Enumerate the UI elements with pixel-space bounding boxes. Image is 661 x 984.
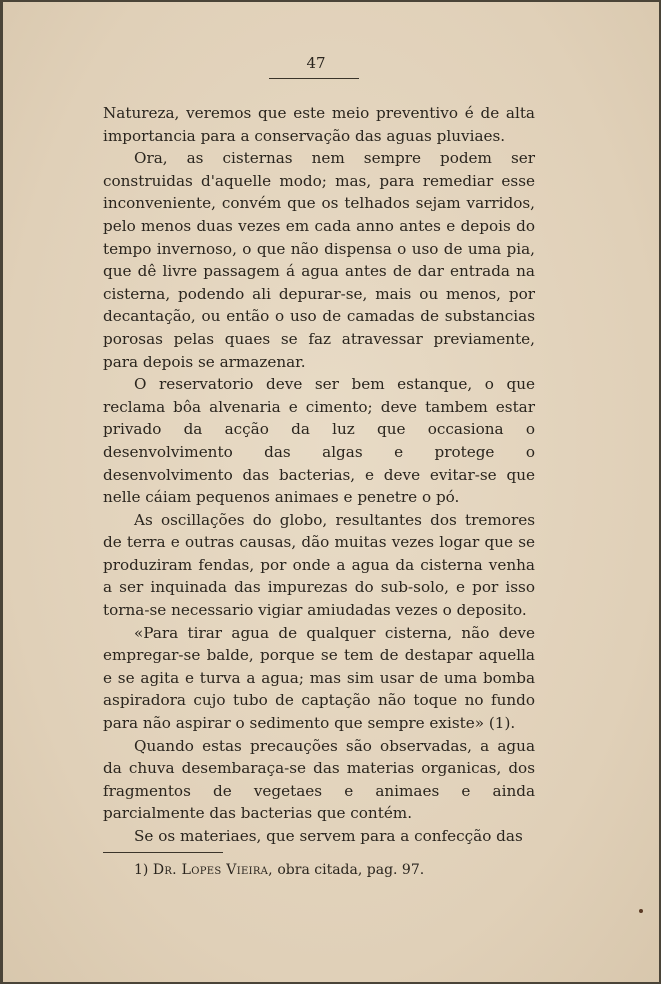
footnote <box>134 862 424 878</box>
paragraph: Ora, as cisternas nem sempre podem ser construidas d'aquelle modo; mas, para remediar esse inconveniente, convém que os telhados sejam varridos, pelo menos duas vezes em cada anno antes e depois do tempo invernoso, o que não dispensa o uso de uma pia, que dê livre passagem á agua antes de dar entrada na cisterna, podendo ali depurar-se, mais ou menos, por decantação, ou então o uso de camadas de substancias porosas pelas quaes se faz atravessar previamente, para depois se armazenar. <box>103 149 535 371</box>
body-text <box>103 102 535 848</box>
footnote-marker: 1) <box>134 862 149 878</box>
book-page <box>3 2 659 982</box>
page-number: 47 <box>306 54 326 72</box>
paragraph: As oscillações do globo, resultantes dos tremores de terra e outras causas, dão muitas vezes logar que se produziram fendas, por onde a agua da cisterna venha a ser inquinada das impurezas do sub-solo, e por isso torna-se necessario vigiar amiudadas vezes o deposito. <box>103 510 535 620</box>
footnote-rule <box>103 852 223 853</box>
footnote-citation: obra citada, pag. 97. <box>277 862 425 878</box>
paragraph: O reservatorio deve ser bem estanque, o que reclama bôa alvenaria e cimento; deve tambem estar privado da acção da luz que occasiona o desenvolvimento das algas e protege o desenvolvimento das bacterias, e deve evitar-se que nelle cáiam pequenos animaes e penetre o pó. <box>103 375 535 507</box>
footnote-author: Dr. Lopes Vieira, <box>152 862 273 878</box>
ink-speck <box>639 909 643 913</box>
paragraph: «Para tirar agua de qualquer cisterna, não deve empregar-se balde, porque se tem de destapar aquella e se agita e turva a agua; mas sim usar de uma bomba aspiradora cujo tubo de captação não toque no fundo para não aspirar o sedimento que sempre existe» (1). <box>103 623 535 733</box>
paragraph: Quando estas precauções são observadas, a agua da chuva desembaraça-se das materias organicas, dos fragmentos de vegetaes e animaes e ainda parcialmente das bacterias que contém. <box>103 736 535 823</box>
header-rule <box>269 78 359 79</box>
paragraph: Se os materiaes, que servem para a confecção das <box>134 827 523 845</box>
paragraph: Natureza, veremos que este meio preventivo é de alta importancia para a conservação das aguas pluviaes. <box>103 104 535 145</box>
